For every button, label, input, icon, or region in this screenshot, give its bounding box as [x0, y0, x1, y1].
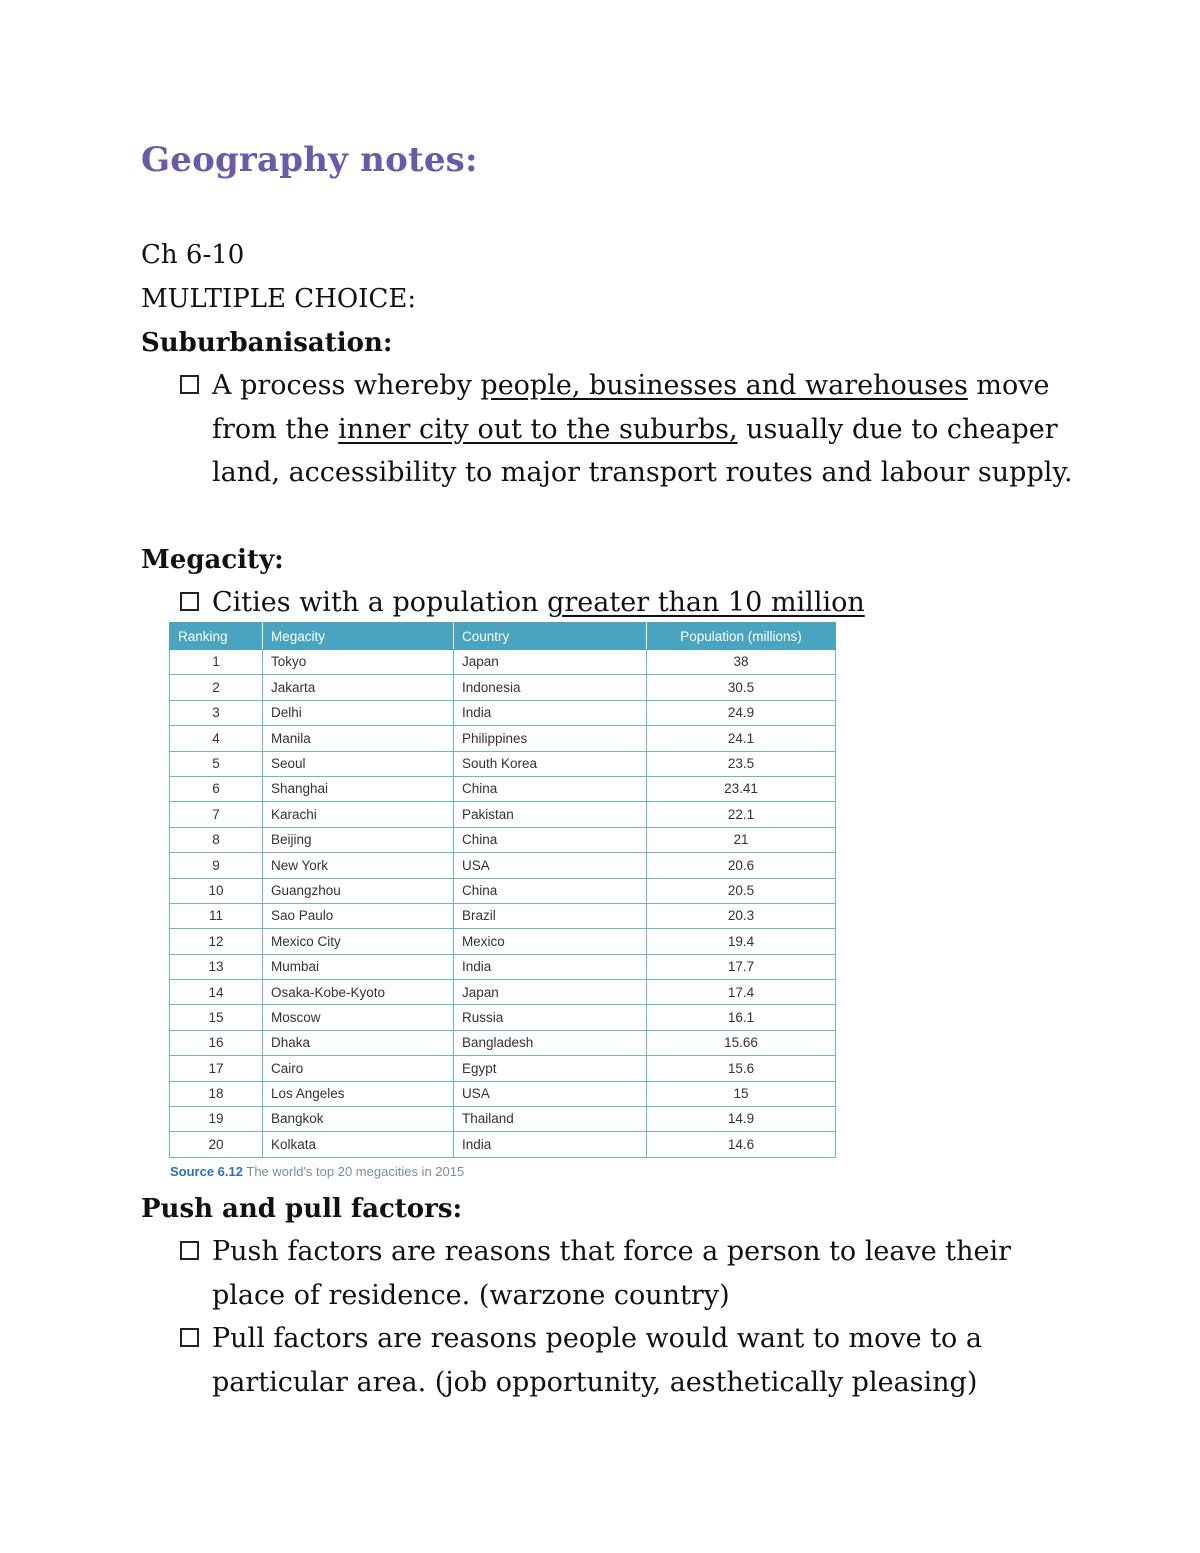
pull-factors-text: Pull factors are reasons people would want to move to a particular area. (job opportunity, aesthetically pleasing)	[212, 1323, 982, 1398]
cell-population: 24.9	[647, 700, 836, 725]
cell-ranking: 16	[170, 1030, 263, 1055]
table-row	[170, 776, 836, 801]
cell-ranking: 1	[170, 650, 263, 675]
table-row	[170, 878, 836, 903]
cell-country: Pakistan	[454, 802, 647, 827]
cell-country: Egypt	[454, 1056, 647, 1081]
cell-population: 24.1	[647, 726, 836, 751]
checkbox-icon[interactable]	[180, 1328, 199, 1347]
cell-ranking: 18	[170, 1081, 263, 1106]
cell-population: 30.5	[647, 675, 836, 700]
cell-ranking: 12	[170, 929, 263, 954]
cell-country: Indonesia	[454, 675, 647, 700]
cell-megacity: Jakarta	[263, 675, 454, 700]
cell-megacity: Osaka-Kobe-Kyoto	[263, 980, 454, 1005]
caption-source: Source 6.12	[170, 1164, 243, 1179]
cell-ranking: 9	[170, 853, 263, 878]
table-row	[170, 1107, 836, 1132]
cell-ranking: 10	[170, 878, 263, 903]
cell-ranking: 14	[170, 980, 263, 1005]
cell-country: Japan	[454, 650, 647, 675]
checkbox-icon[interactable]	[180, 375, 199, 394]
header-ranking: Ranking	[170, 623, 263, 650]
checkbox-icon[interactable]	[180, 592, 199, 611]
cell-country: Thailand	[454, 1107, 647, 1132]
cell-megacity: Los Angeles	[263, 1081, 454, 1106]
table-row	[170, 650, 836, 675]
megacity-bullet	[180, 581, 1080, 625]
cell-ranking: 20	[170, 1132, 263, 1157]
megacity-heading: Megacity:	[141, 545, 284, 575]
suburbanisation-text: A process whereby people, businesses and warehouses move from the inner city out to the suburbs, usually due to cheaper land, accessibility to major transport routes and labour supply.	[212, 370, 1073, 488]
cell-country: South Korea	[454, 751, 647, 776]
cell-population: 14.9	[647, 1107, 836, 1132]
table-caption	[170, 1164, 464, 1179]
megacities-table	[169, 622, 836, 1158]
cell-megacity: Cairo	[263, 1056, 454, 1081]
cell-country: India	[454, 700, 647, 725]
cell-ranking: 11	[170, 903, 263, 928]
suburbanisation-bullet	[180, 364, 1080, 495]
cell-megacity: Mumbai	[263, 954, 454, 979]
cell-megacity: Mexico City	[263, 929, 454, 954]
cell-population: 38	[647, 650, 836, 675]
cell-population: 17.7	[647, 954, 836, 979]
cell-country: India	[454, 954, 647, 979]
cell-megacity: Guangzhou	[263, 878, 454, 903]
cell-country: Philippines	[454, 726, 647, 751]
cell-population: 20.5	[647, 878, 836, 903]
cell-megacity: Tokyo	[263, 650, 454, 675]
push-factors-text: Push factors are reasons that force a person to leave their place of residence. (warzone country)	[212, 1236, 1012, 1311]
cell-ranking: 2	[170, 675, 263, 700]
cell-country: Brazil	[454, 903, 647, 928]
cell-population: 16.1	[647, 1005, 836, 1030]
cell-megacity: Dhaka	[263, 1030, 454, 1055]
cell-population: 22.1	[647, 802, 836, 827]
cell-population: 21	[647, 827, 836, 852]
caption-text: The world's top 20 megacities in 2015	[243, 1164, 465, 1179]
push-factors-bullet	[180, 1230, 1080, 1317]
table-row	[170, 1030, 836, 1055]
checkbox-icon[interactable]	[180, 1241, 199, 1260]
cell-megacity: Karachi	[263, 802, 454, 827]
cell-country: India	[454, 1132, 647, 1157]
cell-ranking: 7	[170, 802, 263, 827]
cell-country: Japan	[454, 980, 647, 1005]
table-row	[170, 700, 836, 725]
table-row	[170, 1056, 836, 1081]
cell-country: USA	[454, 1081, 647, 1106]
megacity-text: Cities with a population greater than 10 million	[212, 587, 865, 618]
cell-megacity: Sao Paulo	[263, 903, 454, 928]
cell-country: China	[454, 776, 647, 801]
cell-ranking: 19	[170, 1107, 263, 1132]
table-row	[170, 980, 836, 1005]
cell-country: China	[454, 827, 647, 852]
megacities-table-container	[169, 622, 835, 1158]
table-row	[170, 954, 836, 979]
header-megacity: Megacity	[263, 623, 454, 650]
cell-ranking: 5	[170, 751, 263, 776]
table-row	[170, 1081, 836, 1106]
pull-factors-bullet	[180, 1317, 1080, 1404]
section-heading: MULTIPLE CHOICE:	[141, 284, 417, 314]
cell-ranking: 6	[170, 776, 263, 801]
table-row	[170, 726, 836, 751]
chapter-label: Ch 6-10	[141, 240, 245, 270]
cell-megacity: Kolkata	[263, 1132, 454, 1157]
push-pull-heading: Push and pull factors:	[141, 1194, 463, 1224]
cell-megacity: Moscow	[263, 1005, 454, 1030]
table-row	[170, 827, 836, 852]
header-country: Country	[454, 623, 647, 650]
cell-population: 15.66	[647, 1030, 836, 1055]
cell-population: 23.41	[647, 776, 836, 801]
table-row	[170, 675, 836, 700]
cell-population: 23.5	[647, 751, 836, 776]
cell-megacity: Seoul	[263, 751, 454, 776]
header-population: Population (millions)	[647, 623, 836, 650]
suburbanisation-heading: Suburbanisation:	[141, 328, 393, 358]
table-row	[170, 1132, 836, 1157]
table-row	[170, 1005, 836, 1030]
cell-megacity: Beijing	[263, 827, 454, 852]
cell-country: USA	[454, 853, 647, 878]
table-header-row	[170, 623, 836, 650]
cell-country: Russia	[454, 1005, 647, 1030]
table-row	[170, 903, 836, 928]
cell-megacity: New York	[263, 853, 454, 878]
cell-population: 17.4	[647, 980, 836, 1005]
table-row	[170, 853, 836, 878]
cell-population: 14.6	[647, 1132, 836, 1157]
cell-megacity: Manila	[263, 726, 454, 751]
table-row	[170, 929, 836, 954]
cell-megacity: Delhi	[263, 700, 454, 725]
cell-population: 15.6	[647, 1056, 836, 1081]
cell-megacity: Bangkok	[263, 1107, 454, 1132]
page-title: Geography notes:	[141, 140, 478, 180]
cell-ranking: 15	[170, 1005, 263, 1030]
cell-ranking: 8	[170, 827, 263, 852]
cell-country: Bangladesh	[454, 1030, 647, 1055]
cell-megacity: Shanghai	[263, 776, 454, 801]
cell-population: 15	[647, 1081, 836, 1106]
cell-country: China	[454, 878, 647, 903]
table-body	[170, 650, 836, 1158]
cell-country: Mexico	[454, 929, 647, 954]
table-row	[170, 751, 836, 776]
table-row	[170, 802, 836, 827]
cell-ranking: 17	[170, 1056, 263, 1081]
cell-ranking: 4	[170, 726, 263, 751]
cell-ranking: 13	[170, 954, 263, 979]
cell-population: 20.3	[647, 903, 836, 928]
cell-population: 20.6	[647, 853, 836, 878]
cell-population: 19.4	[647, 929, 836, 954]
cell-ranking: 3	[170, 700, 263, 725]
